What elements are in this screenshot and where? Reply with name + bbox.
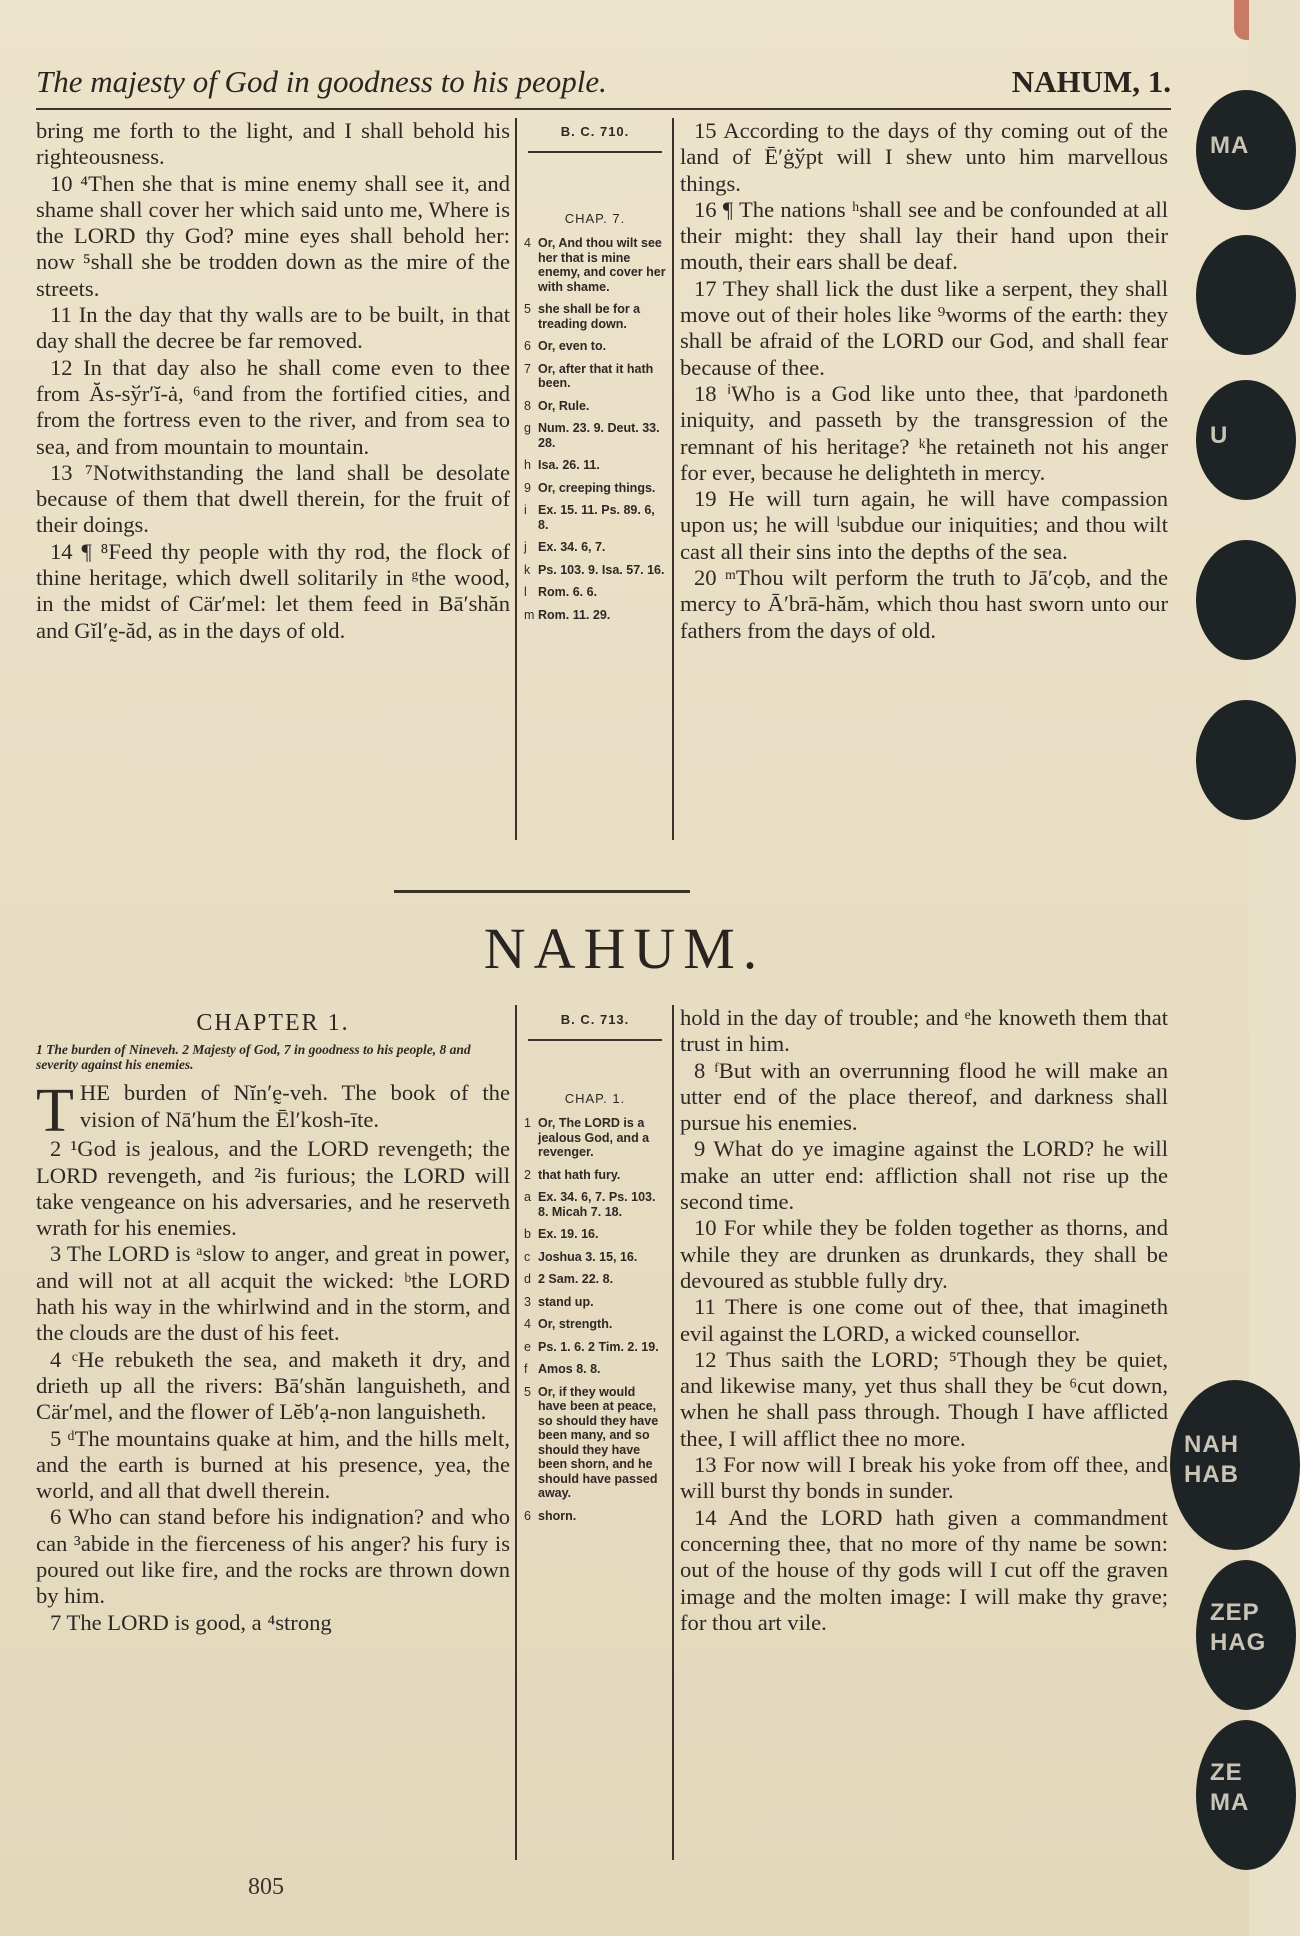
thumb-tab[interactable] [1196,235,1296,355]
margin-note-marker: 4 [524,1317,531,1331]
top-right-column [680,118,1168,644]
margin-note [524,302,666,331]
margin-note [524,1168,666,1183]
margin-note [524,1317,666,1332]
column-rule [672,1005,674,1860]
thumb-tab[interactable] [1196,380,1296,500]
verse: 19 He will turn again, he will have compassion upon us; he will ˡsubdue our iniquities; and thou wilt cast all their sins into the depths of the sea. [680,486,1168,564]
verse: 7 The LORD is good, a ⁴strong [50,1609,332,1635]
margin-rule [528,151,662,153]
margin-note-text: Or, after that it hath been. [538,361,654,390]
verse: 13 For now will I break his yoke from off thee, and will burst thy bonds in sunder. [680,1452,1168,1504]
margin-note [524,1362,666,1377]
margin-note-text: Joshua 3. 15, 16. [538,1249,638,1264]
verse: HE burden of Nĭn′ḛ-veh. The book of the vision of Nā′hum the Ēl′kosh-īte. [79,1080,510,1132]
bottom-margin-notes [524,1012,666,1531]
bottom-left-column [36,1010,510,1636]
thumb-tab-label: ZE MA [1210,1759,1250,1816]
margin-note [524,1250,666,1265]
drop-cap: T [36,1077,74,1146]
thumb-tab-label: MA [1210,132,1250,159]
margin-note [524,339,666,354]
margin-note-marker: a [524,1190,531,1204]
margin-note-marker: e [524,1339,531,1354]
margin-note-marker: 1 [524,1116,531,1130]
verse: 17 They shall lick the dust like a serpent, they shall move out of their holes like ⁹worms of the earth: they shall be afraid of the LORD our God, and shall fear because of thee. [680,275,1168,380]
thumb-tab-label: ZEP HAG [1210,1599,1267,1656]
margin-note [524,1509,666,1524]
margin-note-marker: b [524,1227,531,1241]
thumb-tab-label: U [1210,422,1229,449]
thumb-tab[interactable] [1196,540,1296,660]
margin-notes-list [524,236,666,622]
margin-note-marker: 6 [524,1508,531,1523]
verse: 15 According to the days of thy coming out of the land of Ē′ġўpt will I shew unto him marvellous things. [680,118,1168,196]
margin-note-text: Or, Rule. [538,398,590,413]
thumb-tab[interactable] [1196,1720,1296,1870]
margin-note [524,1227,666,1242]
margin-note-text: Ps. 1. 6. 2 Tim. 2. 19. [538,1339,659,1354]
verse: 3 The LORD is ᵃslow to anger, and great in power, and will not at all acquit the wicked: ᵇthe LORD hath his way in the whirlwind and in the storm, and the clouds are the dust of his feet. [36,1241,510,1346]
date-label: B. C. 710. [560,124,630,139]
margin-notes-list [524,1116,666,1523]
margin-note [524,458,666,473]
running-head-reference: NAHUM, 1. [1011,64,1171,99]
margin-note-text: stand up. [538,1294,594,1309]
margin-note-marker: 8 [524,398,531,413]
margin-note-marker: m [524,607,535,622]
margin-note-marker: 7 [524,361,531,376]
verse: hold in the day of trouble; and ᵉhe knoweth them that trust in him. [680,1005,1168,1057]
margin-note-text: Or, strength. [538,1317,613,1331]
margin-note-marker: 3 [524,1294,531,1309]
thumb-tab[interactable] [1196,700,1296,820]
margin-note-marker: l [524,585,527,599]
thumb-tab[interactable] [1196,1560,1296,1710]
margin-note-marker: d [524,1272,531,1286]
verse: 11 There is one come out of thee, that imagineth evil against the LORD, a wicked counsellor. [680,1294,1168,1346]
verse: 11 In the day that thy walls are to be built, in that day shall the decree be far removed. [36,302,510,354]
margin-note-text: Or, The LORD is a jealous God, and a revenger. [538,1116,650,1159]
page-number: 805 [248,1874,284,1900]
margin-note-text: Num. 23. 9. Deut. 33. 28. [538,421,660,450]
margin-note-text: Ex. 34. 6, 7. Ps. 103. 8. Micah 7. 18. [538,1190,656,1219]
margin-note [524,585,666,600]
column-rule [515,118,517,840]
margin-note [524,1272,666,1287]
margin-note-text: Amos 8. 8. [538,1362,601,1376]
verse: 6 Who can stand before his indignation? and who can ³abide in the fierceness of his anger? his fury is poured out like fire, and the rocks are thrown down by him. [36,1504,510,1609]
margin-note-text: shorn. [538,1508,577,1523]
margin-note [524,1340,666,1355]
chapter-label: CHAP. 7. [564,211,626,226]
chapter-label: CHAP. 1. [564,1091,626,1106]
verse: 14 And the LORD hath given a commandment concerning thee, that no more of thy name be sown: out of the house of thy gods will I cut off the graven image and the molten image: I will make thy grave; for thou art vile. [680,1504,1168,1635]
margin-note-marker: 4 [524,236,531,250]
margin-rule [528,1039,662,1041]
verse: 10 For while they be folden together as thorns, and while they are drunken as drunkards, they shall be devoured as stubble fully dry. [680,1215,1168,1293]
margin-note [524,563,666,578]
verse: 13 ⁷Notwithstanding the land shall be desolate because of them that dwell therein, for the fruit of their doings. [36,459,510,538]
margin-note-text: Or, And thou wilt see her that is mine enemy, and cover her with shame. [538,236,666,294]
section-rule [394,890,690,893]
margin-note [524,608,666,623]
verse: 12 Thus saith the LORD; ⁵Though they be quiet, and likewise many, yet thus shall they be ⁶cut down, when he shall pass through. Though I have afflicted thee, I will afflict thee no more. [680,1346,1168,1451]
margin-note-text: she shall be for a treading down. [538,302,641,331]
chapter-summary: 1 The burden of Nineveh. 2 Majesty of God, 7 in goodness to his people, 8 and severity against his enemies. [36,1042,471,1073]
verse: 9 What do ye imagine against the LORD? he will make an utter end: affliction shall not rise up the second time. [680,1136,1168,1215]
verse: 12 In that day also he shall come even to thee from Ăs-sўr′ĭ-ȧ, ⁶and from the fortified cities, and from the fortress even to the river, and from sea to sea, and from mountain to mountain. [36,354,510,459]
margin-note [524,1116,666,1160]
book-title: NAHUM. [483,916,766,981]
bottom-right-column [680,1005,1168,1636]
margin-note-text: Ex. 15. 11. Ps. 89. 6, 8. [538,503,655,532]
margin-note-text: Ps. 103. 9. Isa. 57. 16. [538,562,665,577]
margin-note-marker: 6 [524,339,531,353]
margin-note-text: Ex. 34. 6, 7. [538,540,606,554]
running-head-title: The majesty of God in goodness to his people. [36,64,607,99]
margin-note [524,236,666,294]
margin-note [524,362,666,391]
verse: 16 ¶ The nations ʰshall see and be confounded at all their might: they shall lay their hand upon their mouth, their ears shall be deaf. [680,196,1168,275]
verse: 2 ¹God is jealous, and the LORD revengeth; the LORD revengeth, and ²is furious; the LORD will take vengeance on his adversaries, and he reserveth wrath for his enemies. [36,1136,510,1241]
verse: 20 ᵐThou wilt perform the truth to Jā′cọb, and the mercy to Ā′brā-hăm, which thou hast sworn unto our fathers from the days of old. [680,565,1168,643]
margin-note-text: Rom. 6. 6. [538,585,598,599]
margin-note [524,540,666,555]
margin-note [524,421,666,450]
margin-note-text: Or, creeping things. [538,480,656,495]
margin-note-marker: c [524,1249,531,1264]
margin-note [524,481,666,496]
margin-note-text: Ex. 19. 16. [538,1227,599,1241]
margin-note-text: Or, even to. [538,339,607,353]
margin-note-marker: f [524,1362,528,1376]
margin-note [524,399,666,414]
column-rule [515,1005,517,1860]
verse: 4 ᶜHe rebuketh the sea, and maketh it dry, and drieth up all the rivers: Bā′shăn languisheth, and Cär′mel, and the flower of Lĕb′ạ-non languisheth. [36,1346,510,1425]
running-head [36,64,1171,108]
margin-note-text: Rom. 11. 29. [538,607,611,622]
verse: 8 ᶠBut with an overrunning flood he will make an utter end of the place thereof, and darkness shall pursue his enemies. [680,1057,1168,1136]
margin-note [524,503,666,532]
thumb-tab[interactable] [1196,90,1296,210]
thumb-tab-label: NAH HAB [1184,1431,1239,1488]
header-rule [36,108,1171,110]
margin-note-marker: g [524,421,531,435]
margin-note-text: Isa. 26. 11. [538,458,600,472]
page-edge-ribbon [1234,0,1249,40]
verse: 18 ⁱWho is a God like unto thee, that ʲpardoneth iniquity, and passeth by the transgression of the remnant of his heritage? ᵏhe retaineth not his anger for ever, because he delighteth in mercy. [680,380,1168,485]
verse: 10 ⁴Then she that is mine enemy shall see it, and shame shall cover her which said unto me, Where is the LORD thy God? mine eyes shall behold her: now ⁵shall she be trodden down as the mire of the streets. [36,170,510,301]
verse: 14 ¶ ⁸Feed thy people with thy rod, the flock of thine heritage, which dwell solitarily in ᵍthe wood, in the midst of Cär′mel: let them feed in Bā′shăn and Gĭl′ḛ-ăd, as in the days of old. [36,538,510,643]
verse: 5 ᵈThe mountains quake at him, and the hills melt, and the earth is burned at his presence, yea, the world, and all that dwell therein. [36,1425,510,1504]
date-label: B. C. 713. [560,1012,630,1027]
top-margin-notes [524,124,666,630]
thumb-tab[interactable] [1170,1380,1300,1550]
column-rule [672,118,674,840]
margin-note-text: Or, if they would have been at peace, so should they have been many, and so should they have been shorn, and he should have passed away. [538,1384,659,1500]
margin-note [524,1385,666,1501]
margin-note-marker: i [524,503,527,517]
margin-note-marker: 9 [524,480,531,495]
top-left-column [36,118,510,644]
margin-note-marker: h [524,458,531,472]
margin-note-marker: 2 [524,1167,531,1182]
margin-note-marker: k [524,562,531,577]
margin-note-marker: j [524,540,527,554]
margin-note [524,1190,666,1219]
margin-note-text: that hath fury. [538,1167,621,1182]
verse: bring me forth to the light, and I shall behold his righteousness. [36,118,510,170]
chapter-heading: CHAPTER 1. [196,1010,350,1036]
margin-note-marker: 5 [524,302,531,316]
margin-note-text: 2 Sam. 22. 8. [538,1272,614,1286]
margin-note-marker: 5 [524,1384,531,1399]
margin-note [524,1295,666,1310]
